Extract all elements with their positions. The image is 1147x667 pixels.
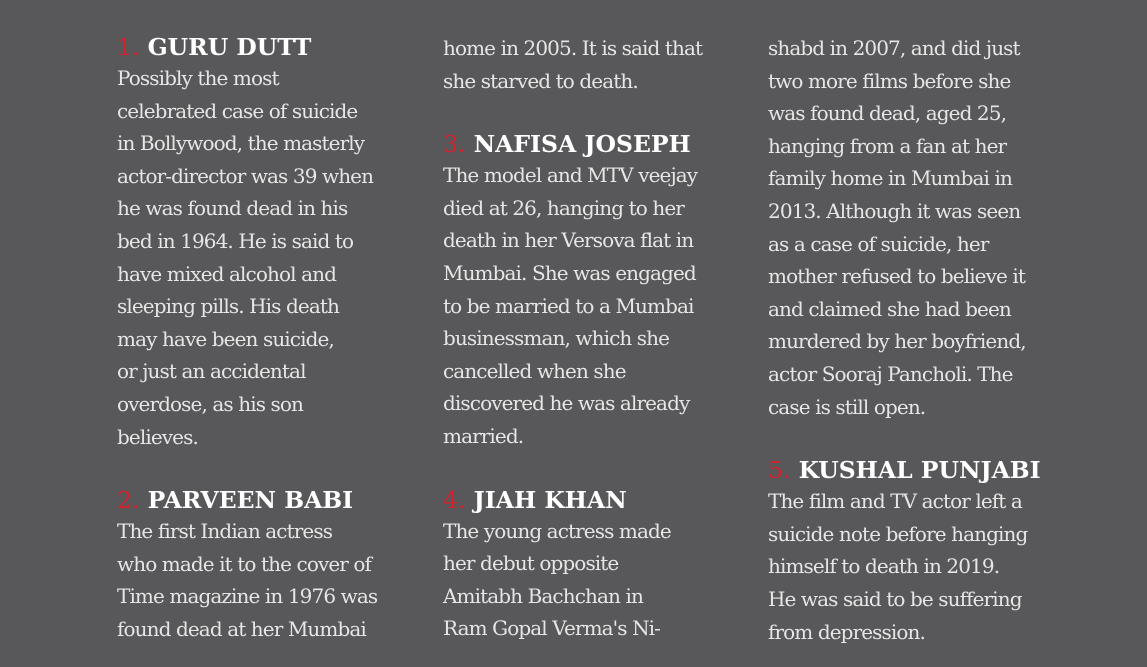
body-line: businessman, which she <box>443 326 670 351</box>
body-line: Time magazine in 1976 was <box>117 584 378 609</box>
entry-heading <box>117 32 427 62</box>
body-line: death in her Versova flat in <box>443 228 694 253</box>
column-3 <box>768 32 1078 648</box>
entry-heading <box>768 455 1078 485</box>
body-line: hanging from a fan at her <box>768 133 1007 158</box>
body-line: he was found dead in his <box>117 196 348 221</box>
body-line: overdose, as his son <box>117 391 304 416</box>
body-line: suicide note before hanging <box>768 521 1028 546</box>
body-line: may have been suicide, <box>117 326 334 351</box>
body-line: actor Sooraj Pancholi. The <box>768 361 1013 386</box>
body-line: as a case of suicide, her <box>768 231 989 256</box>
entry-number: 1. <box>117 33 140 61</box>
body-line: her debut opposite <box>443 551 619 576</box>
spacer <box>768 423 1078 455</box>
body-line: died at 26, hanging to her <box>443 195 684 220</box>
body-line: discovered he was already <box>443 391 690 416</box>
body-line: married. <box>443 423 524 448</box>
body-line: bed in 1964. He is said to <box>117 228 354 253</box>
body-line: to be married to a Mumbai <box>443 293 694 318</box>
column-2 <box>443 32 753 645</box>
body-line: two more films before she <box>768 68 1011 93</box>
entry-number: 5. <box>768 456 791 485</box>
spacer <box>117 453 427 485</box>
body-line: have mixed alcohol and <box>117 261 336 286</box>
entry-name: NAFISA JOSEPH <box>473 130 691 159</box>
body-line: Mumbai. She was engaged <box>443 260 696 285</box>
entry-guru-dutt <box>117 32 427 453</box>
entry-number: 4. <box>443 485 466 514</box>
body-line: believes. <box>117 424 198 449</box>
body-line: family home in Mumbai in <box>768 166 1012 191</box>
entry-name: PARVEEN BABI <box>147 486 354 515</box>
entry-name: KUSHAL PUNJABI <box>798 456 1041 485</box>
body-line: celebrated case of suicide <box>117 98 358 123</box>
body-line: who made it to the cover of <box>117 551 372 576</box>
entry-name: GURU DUTT <box>147 33 312 61</box>
body-line: was found dead, aged 25, <box>768 101 1007 126</box>
entry-number: 2. <box>117 486 140 515</box>
body-line: sleeping pills. His death <box>117 294 339 319</box>
body-line: she starved to death. <box>443 68 638 93</box>
body-line: case is still open. <box>768 394 926 419</box>
body-line: from depression. <box>768 619 925 644</box>
body-line: Amitabh Bachchan in <box>443 583 643 608</box>
entry-number: 3. <box>443 130 466 159</box>
body-line: 2013. Although it was seen <box>768 198 1021 223</box>
body-line: or just an accidental <box>117 359 306 384</box>
column-1 <box>117 32 427 646</box>
body-line: and claimed she had been <box>768 296 1011 321</box>
body-line: shabd in 2007, and did just <box>768 36 1020 60</box>
entry-jiah-khan <box>443 485 753 645</box>
entry-heading <box>443 485 753 515</box>
body-line: He was said to be suffering <box>768 586 1022 611</box>
spacer <box>443 453 753 485</box>
body-line: mother refused to believe it <box>768 264 1026 289</box>
body-line: actor-director was 39 when <box>117 163 374 188</box>
entry-parveen-babi <box>117 485 427 645</box>
entry-name: JIAH KHAN <box>473 485 627 514</box>
entry-kushal-punjabi <box>768 455 1078 648</box>
body-line: found dead at her Mumbai <box>117 616 366 641</box>
body-line: The film and TV actor left a <box>768 489 1022 514</box>
body-line: in Bollywood, the masterly <box>117 131 365 156</box>
entry-heading <box>117 485 427 515</box>
body-line: The model and MTV veejay <box>443 163 698 188</box>
entry-nafisa-joseph <box>443 129 753 452</box>
body-line: murdered by her boyfriend, <box>768 329 1026 354</box>
body-line: home in 2005. It is said that <box>443 36 703 60</box>
body-line: The young actress made <box>443 518 671 543</box>
body-line: cancelled when she <box>443 358 626 383</box>
entry-heading <box>443 129 753 159</box>
body-line: Possibly the most <box>117 66 279 90</box>
body-line: The first Indian actress <box>117 519 333 544</box>
body-line: himself to death in 2019. <box>768 554 1000 579</box>
body-line: Ram Gopal Verma's Ni- <box>443 616 661 641</box>
spacer <box>443 97 753 129</box>
